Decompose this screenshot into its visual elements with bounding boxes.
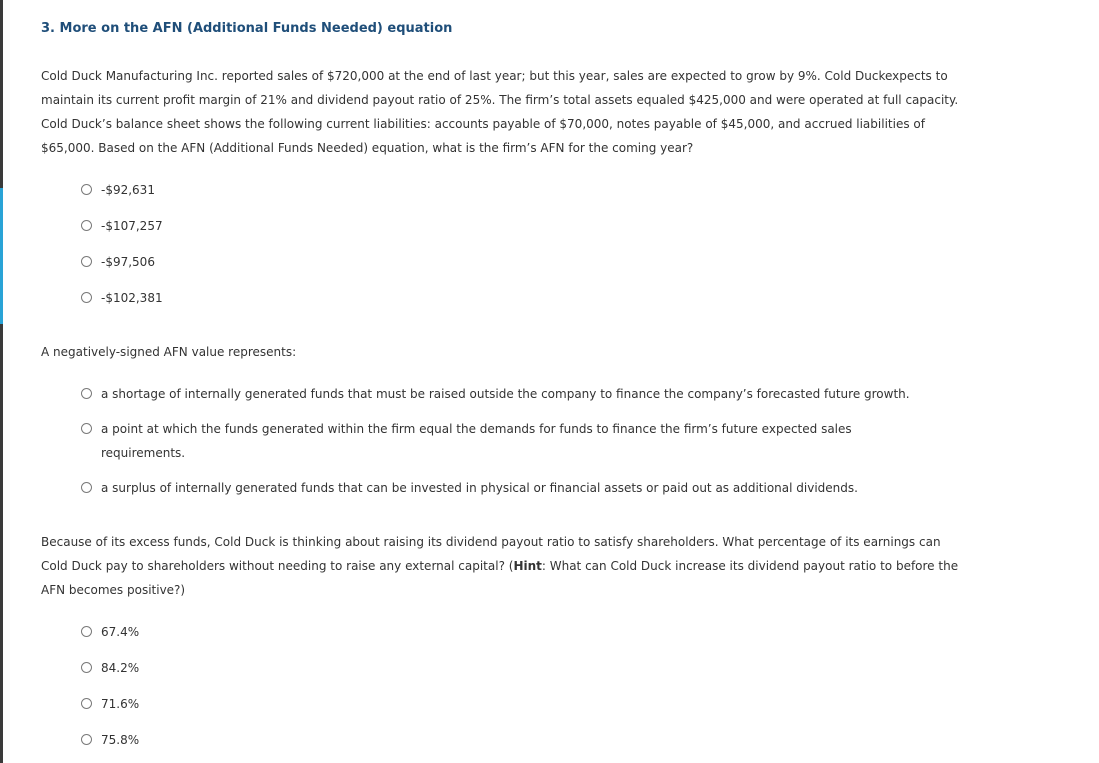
- radio-button[interactable]: [81, 256, 92, 267]
- payout-option-1[interactable]: [81, 620, 139, 644]
- option-label: 84.2%: [101, 661, 140, 675]
- option-label: -$107,257: [101, 219, 163, 233]
- part2-prompt: A negatively-signed AFN value represents:: [41, 345, 297, 359]
- option-label: a surplus of internally generated funds that can be invested in physical or financial assets or paid out as additional dividends.: [101, 481, 858, 495]
- hint-label: Hint: [513, 559, 542, 573]
- radio-button[interactable]: [81, 698, 92, 709]
- payout-option-4[interactable]: [81, 728, 139, 752]
- radio-button[interactable]: [81, 292, 92, 303]
- radio-button[interactable]: [81, 482, 92, 493]
- meaning-option-2[interactable]: [81, 417, 861, 465]
- meaning-option-1[interactable]: [81, 382, 910, 406]
- payout-option-3[interactable]: [81, 692, 139, 716]
- meaning-option-3[interactable]: [81, 476, 858, 500]
- option-label: 75.8%: [101, 733, 140, 747]
- radio-button[interactable]: [81, 734, 92, 745]
- option-label: a point at which the funds generated within the firm equal the demands for funds to finance the firm’s future expected sales requirements.: [101, 422, 852, 460]
- radio-button[interactable]: [81, 626, 92, 637]
- part3-prompt-after: : What can Cold Duck increase its dividend payout ratio to before the AFN becomes positive?): [41, 559, 959, 597]
- option-label: -$97,506: [101, 255, 155, 269]
- afn-option-3[interactable]: [81, 250, 155, 274]
- part3-prompt-before: Because of its excess funds, Cold Duck is thinking about raising its dividend payout ratio to satisfy shareholders. What percentage of its earnings can Cold Duck pay to shareholders without needing to raise any external capital? (: [41, 535, 941, 573]
- question-title: 3. More on the AFN (Additional Funds Needed) equation: [41, 21, 453, 36]
- option-label: a shortage of internally generated funds that must be raised outside the company to finance the company’s forecasted future growth.: [101, 387, 910, 401]
- option-label: 67.4%: [101, 625, 140, 639]
- radio-button[interactable]: [81, 184, 92, 195]
- left-edge-border: [0, 0, 3, 763]
- part3-prompt: [41, 530, 961, 602]
- radio-button[interactable]: [81, 220, 92, 231]
- radio-button[interactable]: [81, 388, 92, 399]
- question-prompt: Cold Duck Manufacturing Inc. reported sales of $720,000 at the end of last year; but this year, sales are expected to grow by 9%. Cold Duckexpects to maintain its current profit margin of 21% and dividend payout ratio of 25%. The firm’s total assets equaled $425,000 and were operated at full capacity. Cold Duck’s balance sheet shows the following current liabilities: accounts payable of $70,000, notes payable of $45,000, and accrued liabilities of $65,000. Based on the AFN (Additional Funds Needed) equation, what is the firm’s AFN for the coming year?: [41, 69, 959, 155]
- left-accent-bar: [0, 188, 3, 324]
- option-label: -$92,631: [101, 183, 155, 197]
- option-label: 71.6%: [101, 697, 140, 711]
- radio-button[interactable]: [81, 662, 92, 673]
- afn-option-4[interactable]: [81, 286, 163, 310]
- payout-option-2[interactable]: [81, 656, 139, 680]
- afn-option-1[interactable]: [81, 178, 155, 202]
- afn-option-2[interactable]: [81, 214, 163, 238]
- radio-button[interactable]: [81, 423, 92, 434]
- option-label: -$102,381: [101, 291, 163, 305]
